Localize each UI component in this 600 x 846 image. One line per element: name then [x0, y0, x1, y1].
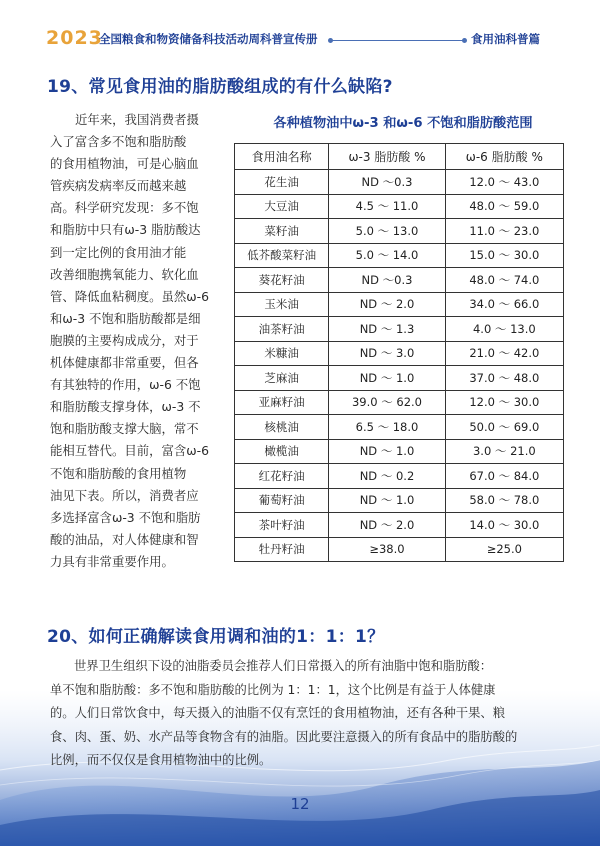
omega6-cell: 3.0 ～ 21.0	[445, 439, 563, 464]
section-20-line: 单不饱和脂肪酸：多不饱和脂肪酸的比例为 1：1：1，这个比例是有益于人体健康	[50, 682, 496, 697]
omega6-cell: 48.0 ～ 74.0	[445, 268, 563, 293]
section-19-line: 和脂肪中只有ω-3 脂肪酸达	[50, 222, 201, 238]
section-19-line: 高。科学研究发现：多不饱	[50, 200, 199, 216]
omega3-cell: ND ～ 2.0	[329, 513, 445, 538]
section-19-line: 有其独特的作用，ω-6 不饱	[50, 377, 201, 393]
oil-name-cell: 葡萄籽油	[235, 488, 329, 513]
section-20-line: 比例，而不仅仅是食用植物油中的比例。	[50, 753, 272, 767]
omega3-cell: ND ～ 1.0	[329, 439, 445, 464]
omega3-cell: ND ～ 0.2	[329, 464, 445, 489]
header-year: 2023	[46, 27, 103, 49]
fatty-acid-table	[234, 143, 564, 562]
oil-name-cell: 芝麻油	[235, 366, 329, 391]
omega3-cell: 6.5 ～ 18.0	[329, 415, 445, 440]
section-19-line: 多选择富含ω-3 不饱和脂肪	[50, 509, 201, 525]
page-header	[0, 0, 600, 60]
section-19-line: 酸的油品，对人体健康和智	[50, 531, 199, 547]
table-row	[235, 341, 564, 366]
omega3-cell: 5.0 ～ 13.0	[329, 219, 445, 244]
section-19-line: 和脂肪酸支撑身体，ω-3 不	[50, 399, 201, 415]
section-19-line: 能相互替代。目前，富含ω-6	[50, 443, 210, 459]
section-19-line: 不饱和脂肪酸的食用植物	[50, 465, 187, 481]
oil-name-cell: 葵花籽油	[235, 268, 329, 293]
header-chapter-title: 食用油科普篇	[471, 32, 540, 46]
omega3-cell: ND ～ 1.0	[329, 488, 445, 513]
omega3-cell: 5.0 ～ 14.0	[329, 243, 445, 268]
section-19-line: 到一定比例的食用油才能	[50, 244, 187, 260]
section-20-line: 食、肉、蛋、奶、水产品等食物含有的油脂。因此要注意摄入的所有食品中的脂肪酸的	[50, 729, 518, 744]
section-19-body	[50, 109, 220, 573]
oil-name-cell: 油茶籽油	[235, 317, 329, 342]
section-20-body	[50, 655, 555, 773]
omega6-cell: 67.0 ～ 84.0	[445, 464, 563, 489]
omega6-cell: 50.0 ～ 69.0	[445, 415, 563, 440]
section-19-line: 饱和脂肪酸支撑大脑，常不	[50, 421, 199, 437]
oil-name-cell: 花生油	[235, 170, 329, 195]
column-header: ω-6 脂肪酸 %	[445, 144, 563, 170]
oil-name-cell: 红花籽油	[235, 464, 329, 489]
section-19-line: 近年来，我国消费者摄	[75, 112, 199, 127]
table-row	[235, 268, 564, 293]
header-divider-line	[330, 40, 466, 41]
table-header-row	[235, 144, 564, 170]
omega6-cell: 4.0 ～ 13.0	[445, 317, 563, 342]
section-20-line: 世界卫生组织下设的油脂委员会推荐人们日常摄入的所有油脂中饱和脂肪酸：	[74, 659, 493, 673]
section-19-line: 机体健康都非常重要，但各	[50, 355, 199, 371]
oil-name-cell: 亚麻籽油	[235, 390, 329, 415]
section-19-line: 管疾病发病率反而越来越	[50, 178, 187, 194]
omega3-cell: ND ～ 1.3	[329, 317, 445, 342]
omega3-cell: 4.5 ～ 11.0	[329, 194, 445, 219]
column-header: 食用油名称	[235, 144, 329, 170]
omega6-cell: 58.0 ～ 78.0	[445, 488, 563, 513]
oil-name-cell: 菜籽油	[235, 219, 329, 244]
table-row	[235, 170, 564, 195]
section-20-line: 的。人们日常饮食中，每天摄入的油脂不仅有烹饪的食用植物油，还有各种干果、粮	[50, 706, 505, 720]
section-20-title: 20、如何正确解读食用调和油的1：1：1？	[47, 627, 385, 647]
omega6-cell: 48.0 ～ 59.0	[445, 194, 563, 219]
omega3-cell: ND ～ 3.0	[329, 341, 445, 366]
oil-name-cell: 牡丹籽油	[235, 537, 329, 562]
oil-name-cell: 茶叶籽油	[235, 513, 329, 538]
section-19-line: 油见下表。所以，消费者应	[50, 487, 199, 503]
section-19-title: 19、常见食用油的脂肪酸组成的有什么缺陷?	[47, 77, 393, 97]
omega6-cell: 11.0 ～ 23.0	[445, 219, 563, 244]
oil-name-cell: 玉米油	[235, 292, 329, 317]
section-19-line: 入了富含多不饱和脂肪酸	[50, 134, 187, 150]
table-row	[235, 317, 564, 342]
omega6-cell: 21.0 ～ 42.0	[445, 341, 563, 366]
table-row	[235, 219, 564, 244]
table-row	[235, 243, 564, 268]
table-row	[235, 537, 564, 562]
table-row	[235, 366, 564, 391]
section-19-line: 和ω-3 不饱和脂肪酸都是细	[50, 310, 201, 326]
section-19-line: 改善细胞携氧能力、软化血	[50, 266, 199, 282]
table-row	[235, 194, 564, 219]
header-series-title: 全国粮食和物资储备科技活动周科普宣传册	[99, 32, 318, 46]
omega3-cell: ND ～0.3	[329, 170, 445, 195]
omega3-cell: 39.0 ～ 62.0	[329, 390, 445, 415]
table-row	[235, 464, 564, 489]
table-row	[235, 292, 564, 317]
table-title: 各种植物油中ω-3 和ω-6 不饱和脂肪酸范围	[273, 116, 533, 131]
omega6-cell: 14.0 ～ 30.0	[445, 513, 563, 538]
oil-name-cell: 米糠油	[235, 341, 329, 366]
omega6-cell: ≥25.0	[445, 537, 563, 562]
oil-name-cell: 低芥酸菜籽油	[235, 243, 329, 268]
section-19-line: 胞膜的主要构成成分，对于	[50, 332, 199, 348]
omega6-cell: 37.0 ～ 48.0	[445, 366, 563, 391]
omega3-cell: ≥38.0	[329, 537, 445, 562]
section-19-line: 的食用植物油，可是心脑血	[50, 156, 199, 172]
header-line-dot-right	[462, 38, 467, 43]
omega6-cell: 12.0 ～ 43.0	[445, 170, 563, 195]
omega3-cell: ND ～0.3	[329, 268, 445, 293]
table-row	[235, 439, 564, 464]
omega6-cell: 15.0 ～ 30.0	[445, 243, 563, 268]
section-19-line: 力具有非常重要作用。	[50, 553, 174, 569]
table-row	[235, 390, 564, 415]
table-row	[235, 513, 564, 538]
omega3-cell: ND ～ 2.0	[329, 292, 445, 317]
column-header: ω-3 脂肪酸 %	[329, 144, 445, 170]
oil-name-cell: 大豆油	[235, 194, 329, 219]
page-number: 12	[290, 795, 310, 813]
omega3-cell: ND ～ 1.0	[329, 366, 445, 391]
table-row	[235, 488, 564, 513]
oil-name-cell: 核桃油	[235, 415, 329, 440]
oil-name-cell: 橄榄油	[235, 439, 329, 464]
table-row	[235, 415, 564, 440]
omega6-cell: 34.0 ～ 66.0	[445, 292, 563, 317]
omega6-cell: 12.0 ～ 30.0	[445, 390, 563, 415]
section-19-line: 管、降低血粘稠度。虽然ω-6	[50, 288, 210, 304]
